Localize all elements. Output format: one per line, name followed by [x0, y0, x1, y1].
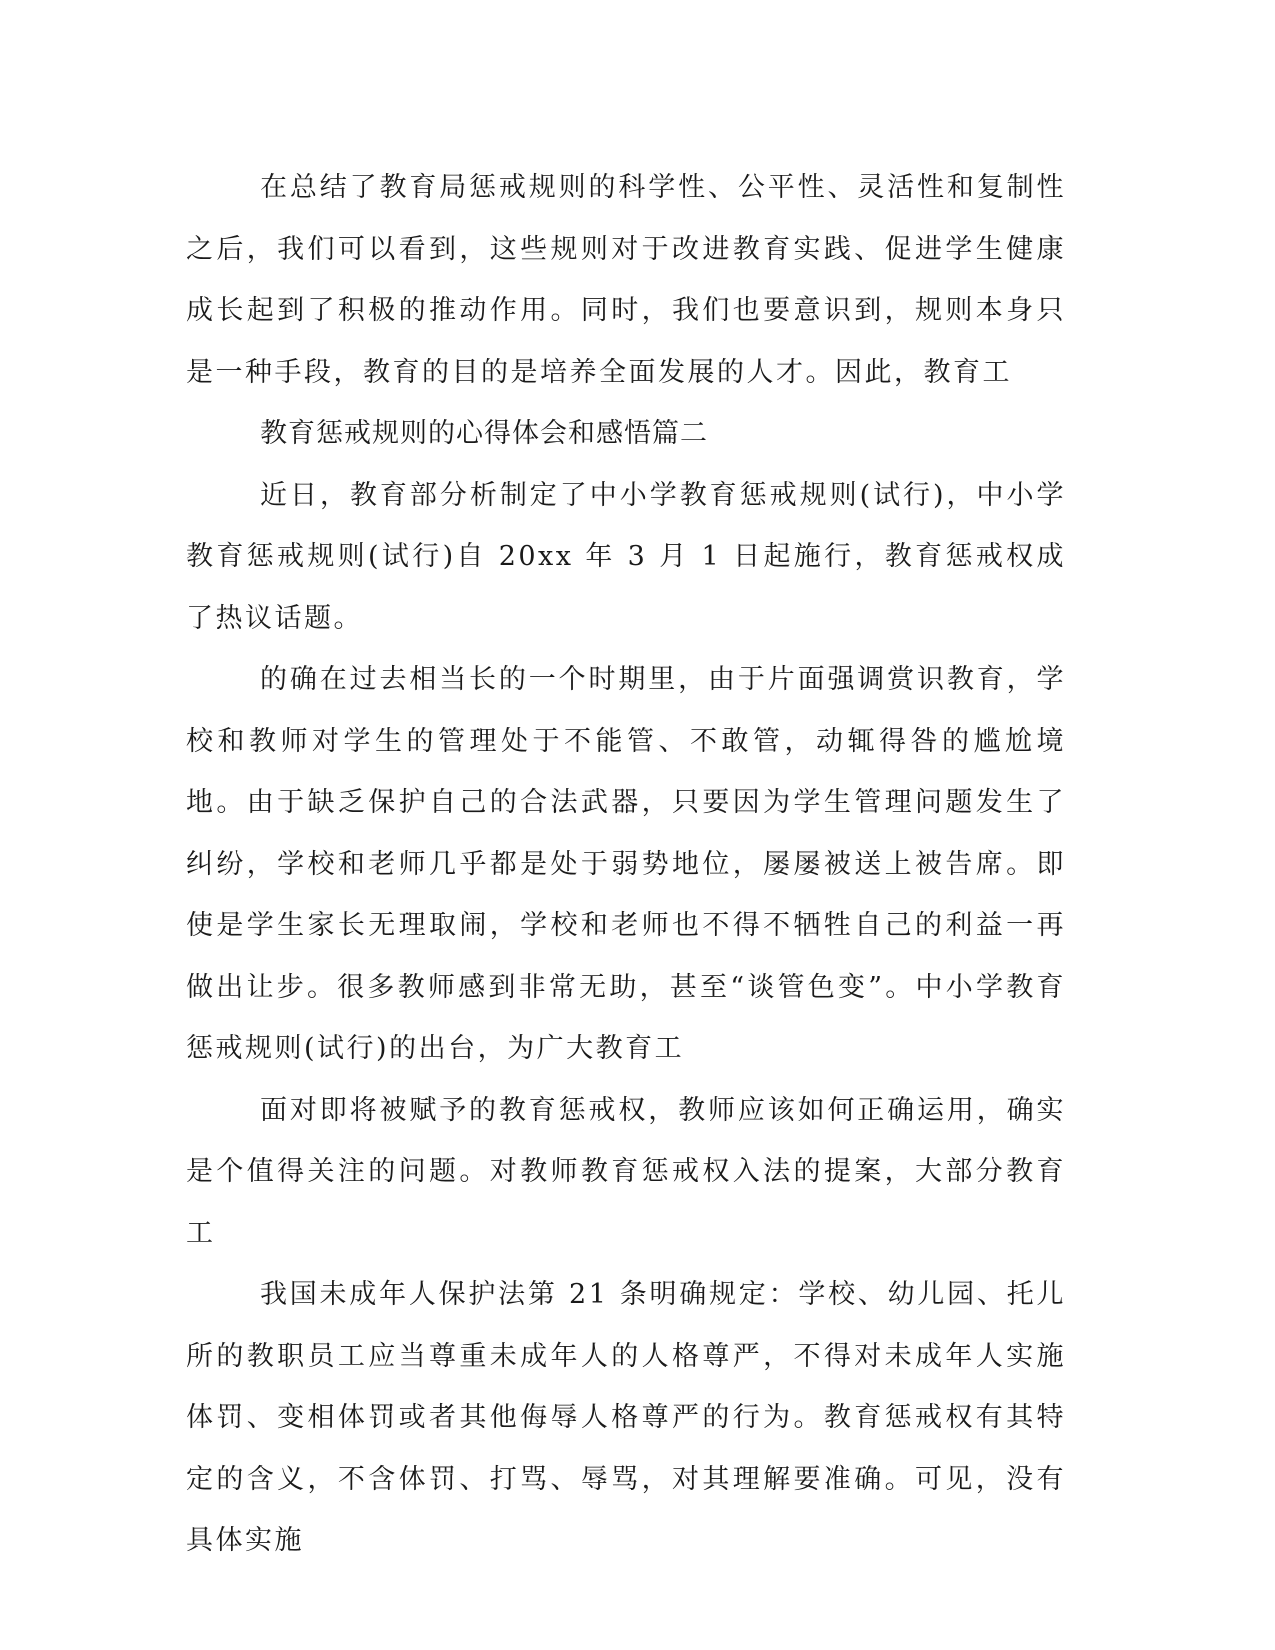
document-body	[186, 157, 1066, 1572]
section-heading: 教育惩戒规则的心得体会和感悟篇二	[260, 418, 708, 449]
paragraph-law: 我国未成年人保护法第 21 条明确规定：学校、幼儿园、托儿所的教职员工应当尊重未成年人的人格尊严，不得对未成年人实施体罚、变相体罚或者其他侮辱人格尊严的行为。教育惩戒权有其特定的含义，不含体罚、打骂、辱骂，对其理解要准确。可见，没有具体实施	[186, 1279, 1066, 1556]
paragraph-intro: 近日，教育部分析制定了中小学教育惩戒规则(试行)，中小学教育惩戒规则(试行)自 20xx 年 3 月 1 日起施行，教育惩戒权成了热议话题。	[186, 479, 1066, 634]
paragraph-summary: 在总结了教育局惩戒规则的科学性、公平性、灵活性和复制性之后，我们可以看到，这些规则对于改进教育实践、促进学生健康成长起到了积极的推动作用。同时，我们也要意识到，规则本身只是一种手段，教育的目的是培养全面发展的人才。因此，教育工	[186, 172, 1066, 388]
paragraph-background: 的确在过去相当长的一个时期里，由于片面强调赏识教育，学校和教师对学生的管理处于不能管、不敢管，动辄得咎的尴尬境地。由于缺乏保护自己的合法武器，只要因为学生管理问题发生了纠纷，学校和老师几乎都是处于弱势地位，屡屡被送上被告席。即使是学生家长无理取闹，学校和老师也不得不牺牲自己的利益一再做出让步。很多教师感到非常无助，甚至“谈管色变”。中小学教育惩戒规则(试行)的出台，为广大教育工	[186, 664, 1066, 1064]
paragraph-question: 面对即将被赋予的教育惩戒权，教师应该如何正确运用，确实是个值得关注的问题。对教师教育惩戒权入法的提案，大部分教育工	[186, 1094, 1066, 1249]
